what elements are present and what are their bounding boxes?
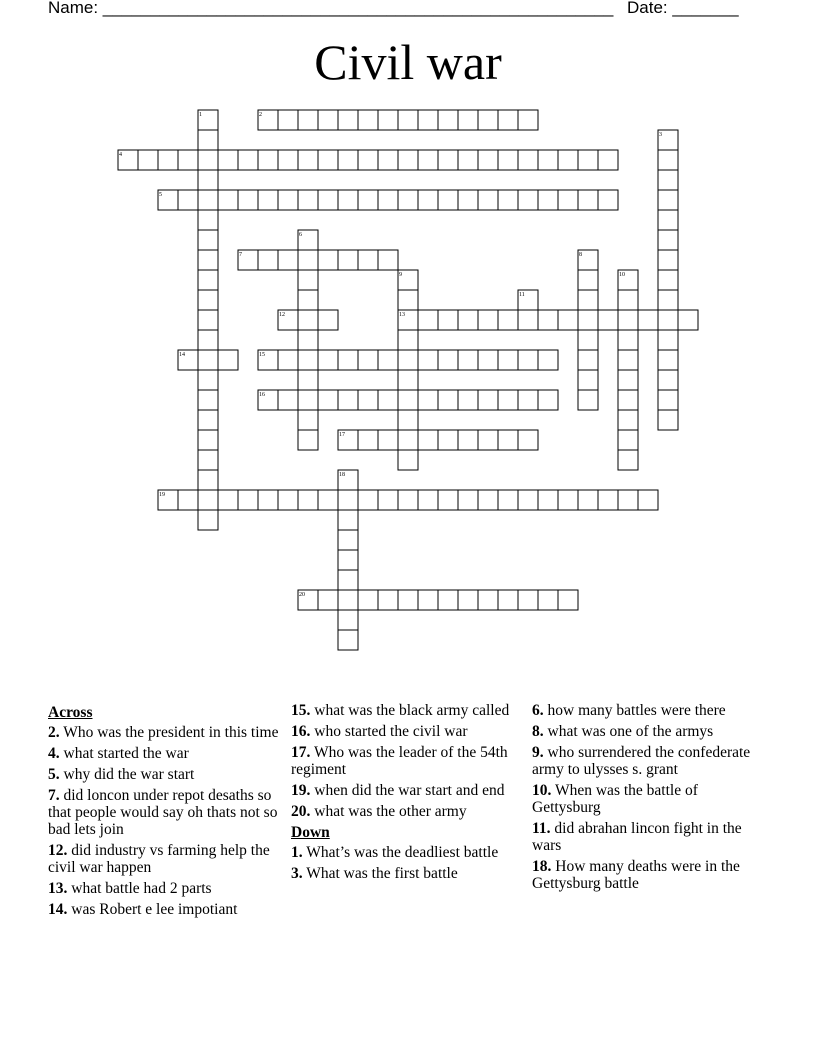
- grid-cell[interactable]: [538, 190, 558, 210]
- grid-cell[interactable]: [338, 490, 358, 510]
- grid-cell[interactable]: [578, 390, 598, 410]
- clue-number: 18: [339, 472, 345, 478]
- grid-cell[interactable]: [398, 110, 418, 130]
- grid-cell[interactable]: [278, 390, 298, 410]
- clue-across: 12. did industry vs farming help the civil war happen: [48, 842, 270, 876]
- grid-cell[interactable]: [478, 190, 498, 210]
- grid-cell[interactable]: [578, 370, 598, 390]
- clue-number: 20: [299, 592, 305, 598]
- name-field-label: Name: ______________________________________________________: [48, 0, 614, 17]
- grid-cell[interactable]: [218, 150, 238, 170]
- grid-cell[interactable]: [618, 290, 638, 310]
- grid-cell[interactable]: [578, 330, 598, 350]
- grid-cell[interactable]: [198, 450, 218, 470]
- grid-cell[interactable]: [338, 150, 358, 170]
- grid-cell[interactable]: [458, 430, 478, 450]
- grid-cell[interactable]: [538, 350, 558, 370]
- clue-number: 17: [339, 432, 345, 438]
- clue-number: 15: [259, 352, 265, 358]
- grid-cell[interactable]: [418, 110, 438, 130]
- clue-number: 19: [159, 492, 165, 498]
- clue-number: 7: [239, 252, 242, 258]
- clue-down: 10. When was the battle of Gettysburg: [532, 782, 698, 816]
- grid-cell[interactable]: [638, 310, 658, 330]
- grid-cell[interactable]: [358, 110, 378, 130]
- grid-cell[interactable]: [178, 490, 198, 510]
- grid-cell[interactable]: [418, 350, 438, 370]
- grid-cell[interactable]: [338, 250, 358, 270]
- grid-cell[interactable]: [518, 350, 538, 370]
- grid-cell[interactable]: [198, 470, 218, 490]
- clue-down: 18. How many deaths were in the Gettysburg battle: [532, 858, 740, 892]
- grid-cell[interactable]: [658, 250, 678, 270]
- grid-cell[interactable]: [218, 190, 238, 210]
- grid-cell[interactable]: [658, 290, 678, 310]
- grid-cell[interactable]: [578, 270, 598, 290]
- grid-cell[interactable]: [438, 430, 458, 450]
- clue-across: 13. what battle had 2 parts: [48, 880, 212, 897]
- grid-cell[interactable]: [598, 150, 618, 170]
- grid-cell[interactable]: [318, 490, 338, 510]
- grid-cell[interactable]: [298, 370, 318, 390]
- clue-down: 1. What’s was the deadliest battle: [291, 844, 499, 861]
- grid-cell[interactable]: [378, 110, 398, 130]
- grid-cell[interactable]: [198, 430, 218, 450]
- grid-cell[interactable]: [398, 390, 418, 410]
- grid-cell[interactable]: [678, 310, 698, 330]
- grid-cell[interactable]: [518, 190, 538, 210]
- grid-cell[interactable]: [458, 110, 478, 130]
- clue-number: 9: [399, 272, 402, 278]
- grid-cell[interactable]: [318, 110, 338, 130]
- grid-cell[interactable]: [658, 190, 678, 210]
- grid-cell[interactable]: [158, 150, 178, 170]
- grid-cell[interactable]: [198, 290, 218, 310]
- grid-cell[interactable]: [478, 110, 498, 130]
- grid-cell[interactable]: [498, 430, 518, 450]
- grid-cell[interactable]: [658, 270, 678, 290]
- grid-cell[interactable]: [578, 190, 598, 210]
- grid-cell[interactable]: [558, 490, 578, 510]
- clue-number: 10: [619, 272, 625, 278]
- grid-cell[interactable]: [518, 490, 538, 510]
- grid-cell[interactable]: [538, 590, 558, 610]
- grid-cell[interactable]: [618, 350, 638, 370]
- grid-cell[interactable]: [658, 210, 678, 230]
- grid-cell[interactable]: [198, 270, 218, 290]
- grid-cell[interactable]: [198, 510, 218, 530]
- grid-cell[interactable]: [578, 150, 598, 170]
- clue-number: 4: [119, 152, 122, 158]
- grid-cell[interactable]: [318, 250, 338, 270]
- grid-cell[interactable]: [218, 350, 238, 370]
- grid-cell[interactable]: [398, 410, 418, 430]
- grid-cell[interactable]: [298, 310, 318, 330]
- grid-cell[interactable]: [198, 190, 218, 210]
- clue-down: 11. did abrahan lincon fight in the wars: [532, 820, 742, 854]
- grid-cell[interactable]: [338, 510, 358, 530]
- grid-cell[interactable]: [258, 190, 278, 210]
- grid-cell[interactable]: [498, 390, 518, 410]
- grid-cell[interactable]: [298, 250, 318, 270]
- clue-number: 11: [519, 292, 525, 298]
- clue-across: 16. who started the civil war: [291, 723, 468, 740]
- grid-cell[interactable]: [258, 490, 278, 510]
- clue-number: 13: [399, 312, 405, 318]
- grid-cell[interactable]: [638, 490, 658, 510]
- grid-cell[interactable]: [398, 370, 418, 390]
- grid-cell[interactable]: [218, 490, 238, 510]
- clues-column-1: [48, 702, 286, 922]
- grid-cell[interactable]: [418, 310, 438, 330]
- clue-number: 16: [259, 392, 265, 398]
- down-heading: Down: [291, 824, 330, 841]
- grid-cell[interactable]: [598, 190, 618, 210]
- grid-cell[interactable]: [198, 130, 218, 150]
- grid-cell[interactable]: [398, 290, 418, 310]
- grid-cell[interactable]: [658, 390, 678, 410]
- grid-cell[interactable]: [458, 350, 478, 370]
- grid-cell[interactable]: [318, 310, 338, 330]
- grid-cell[interactable]: [558, 150, 578, 170]
- grid-cell[interactable]: [478, 490, 498, 510]
- grid-cell[interactable]: [358, 350, 378, 370]
- grid-cell[interactable]: [338, 190, 358, 210]
- grid-cell[interactable]: [478, 350, 498, 370]
- grid-cell[interactable]: [458, 590, 478, 610]
- clue-number: 12: [279, 312, 285, 318]
- grid-cell[interactable]: [258, 250, 278, 270]
- grid-cell[interactable]: [238, 150, 258, 170]
- grid-cell[interactable]: [478, 310, 498, 330]
- grid-cell[interactable]: [558, 310, 578, 330]
- grid-cell[interactable]: [318, 350, 338, 370]
- grid-cell[interactable]: [378, 590, 398, 610]
- grid-cell[interactable]: [658, 230, 678, 250]
- grid-cell[interactable]: [578, 290, 598, 310]
- grid-cell[interactable]: [358, 150, 378, 170]
- grid-cell[interactable]: [398, 330, 418, 350]
- grid-cell[interactable]: [498, 590, 518, 610]
- grid-cell[interactable]: [198, 390, 218, 410]
- grid-cell[interactable]: [438, 350, 458, 370]
- grid-cell[interactable]: [458, 490, 478, 510]
- clue-across: 4. what started the war: [48, 745, 189, 762]
- grid-cell[interactable]: [418, 190, 438, 210]
- grid-cell[interactable]: [578, 350, 598, 370]
- grid-cell[interactable]: [418, 150, 438, 170]
- grid-cell[interactable]: [378, 390, 398, 410]
- grid-cell[interactable]: [338, 630, 358, 650]
- clue-across: 7. did loncon under repot desaths so that people would say oh thats not so bad lets join: [48, 787, 278, 838]
- grid-cell[interactable]: [458, 310, 478, 330]
- grid-cell[interactable]: [238, 490, 258, 510]
- grid-cell[interactable]: [618, 430, 638, 450]
- grid-cell[interactable]: [278, 250, 298, 270]
- grid-cell[interactable]: [658, 310, 678, 330]
- clue-down: 8. what was one of the armys: [532, 723, 714, 740]
- grid-cell[interactable]: [438, 150, 458, 170]
- grid-cell[interactable]: [558, 190, 578, 210]
- grid-cell[interactable]: [318, 150, 338, 170]
- clue-number: 6: [299, 232, 302, 238]
- grid-cell[interactable]: [298, 270, 318, 290]
- grid-cell[interactable]: [598, 310, 618, 330]
- grid-cell[interactable]: [198, 350, 218, 370]
- grid-cell[interactable]: [198, 170, 218, 190]
- clue-across: 17. Who was the leader of the 54th regiment: [291, 744, 508, 778]
- grid-cell[interactable]: [398, 430, 418, 450]
- grid-cell[interactable]: [518, 150, 538, 170]
- grid-cell[interactable]: [378, 350, 398, 370]
- grid-cell[interactable]: [478, 590, 498, 610]
- clue-number: 1: [199, 112, 202, 118]
- grid-cell[interactable]: [478, 150, 498, 170]
- grid-cell[interactable]: [518, 310, 538, 330]
- grid-cell[interactable]: [498, 490, 518, 510]
- grid-cell[interactable]: [438, 590, 458, 610]
- grid-cell[interactable]: [358, 190, 378, 210]
- grid-cell[interactable]: [378, 190, 398, 210]
- grid-cell[interactable]: [658, 330, 678, 350]
- grid-cell[interactable]: [298, 350, 318, 370]
- grid-cell[interactable]: [618, 450, 638, 470]
- grid-cell[interactable]: [458, 390, 478, 410]
- grid-cell[interactable]: [458, 190, 478, 210]
- grid-cell[interactable]: [298, 110, 318, 130]
- grid-cell[interactable]: [198, 250, 218, 270]
- grid-cell[interactable]: [198, 230, 218, 250]
- grid-cell[interactable]: [298, 390, 318, 410]
- clue-number: 5: [159, 192, 162, 198]
- grid-cell[interactable]: [298, 190, 318, 210]
- grid-cell[interactable]: [538, 310, 558, 330]
- grid-cell[interactable]: [438, 190, 458, 210]
- clue-down: 3. What was the first battle: [291, 865, 458, 882]
- grid-cell[interactable]: [198, 330, 218, 350]
- grid-cell[interactable]: [278, 490, 298, 510]
- clue-across: 5. why did the war start: [48, 766, 195, 783]
- grid-cell[interactable]: [318, 590, 338, 610]
- grid-cell[interactable]: [358, 490, 378, 510]
- clue-across: 2. Who was the president in this time: [48, 724, 279, 741]
- grid-cell[interactable]: [298, 430, 318, 450]
- grid-cell[interactable]: [618, 410, 638, 430]
- clues-column-3: [532, 702, 764, 896]
- grid-cell[interactable]: [438, 390, 458, 410]
- grid-cell[interactable]: [618, 390, 638, 410]
- grid-cell[interactable]: [398, 590, 418, 610]
- grid-cell[interactable]: [258, 150, 278, 170]
- grid-cell[interactable]: [558, 590, 578, 610]
- clues-column-2: [291, 702, 523, 886]
- grid-cell[interactable]: [498, 190, 518, 210]
- grid-cell[interactable]: [338, 350, 358, 370]
- grid-cell[interactable]: [198, 410, 218, 430]
- grid-cell[interactable]: [338, 570, 358, 590]
- grid-cell[interactable]: [358, 250, 378, 270]
- grid-cell[interactable]: [478, 390, 498, 410]
- grid-cell[interactable]: [598, 490, 618, 510]
- grid-cell[interactable]: [438, 110, 458, 130]
- grid-cell[interactable]: [198, 310, 218, 330]
- clue-number: 14: [179, 352, 185, 358]
- grid-cell[interactable]: [358, 430, 378, 450]
- grid-cell[interactable]: [498, 350, 518, 370]
- grid-cell[interactable]: [358, 590, 378, 610]
- grid-cell[interactable]: [178, 150, 198, 170]
- grid-cell[interactable]: [278, 350, 298, 370]
- grid-cell[interactable]: [338, 610, 358, 630]
- grid-cell[interactable]: [658, 370, 678, 390]
- grid-cell[interactable]: [278, 110, 298, 130]
- grid-cell[interactable]: [138, 150, 158, 170]
- grid-cell[interactable]: [378, 490, 398, 510]
- grid-cell[interactable]: [298, 150, 318, 170]
- grid-cell[interactable]: [318, 190, 338, 210]
- grid-cell[interactable]: [178, 190, 198, 210]
- grid-cell[interactable]: [498, 110, 518, 130]
- grid-cell[interactable]: [198, 370, 218, 390]
- grid-cell[interactable]: [378, 430, 398, 450]
- grid-cell[interactable]: [338, 590, 358, 610]
- grid-cell[interactable]: [438, 310, 458, 330]
- clue-across: 19. when did the war start and end: [291, 782, 505, 799]
- clue-across: 20. what was the other army: [291, 803, 467, 820]
- grid-cell[interactable]: [418, 390, 438, 410]
- grid-cell[interactable]: [478, 430, 498, 450]
- grid-cell[interactable]: [198, 490, 218, 510]
- grid-cell[interactable]: [458, 150, 478, 170]
- grid-cell[interactable]: [418, 590, 438, 610]
- grid-cell[interactable]: [618, 370, 638, 390]
- grid-cell[interactable]: [538, 150, 558, 170]
- grid-cell[interactable]: [338, 530, 358, 550]
- grid-cell[interactable]: [298, 290, 318, 310]
- grid-cell[interactable]: [278, 190, 298, 210]
- clue-number: 3: [659, 132, 662, 138]
- grid-cell[interactable]: [378, 250, 398, 270]
- grid-cell[interactable]: [378, 150, 398, 170]
- grid-cell[interactable]: [318, 390, 338, 410]
- grid-cell[interactable]: [618, 490, 638, 510]
- grid-cell[interactable]: [298, 490, 318, 510]
- clue-number: 2: [259, 112, 262, 118]
- grid-cell[interactable]: [278, 150, 298, 170]
- grid-cell[interactable]: [518, 590, 538, 610]
- grid-cell[interactable]: [438, 490, 458, 510]
- grid-cell[interactable]: [418, 430, 438, 450]
- date-field-label: Date: _______: [627, 0, 739, 17]
- grid-cell[interactable]: [538, 390, 558, 410]
- grid-cell[interactable]: [398, 190, 418, 210]
- grid-cell[interactable]: [398, 350, 418, 370]
- grid-cell[interactable]: [658, 170, 678, 190]
- grid-cell[interactable]: [298, 410, 318, 430]
- grid-cell[interactable]: [398, 490, 418, 510]
- grid-cell[interactable]: [398, 450, 418, 470]
- grid-cell[interactable]: [338, 110, 358, 130]
- clue-down: 6. how many battles were there: [532, 702, 726, 719]
- grid-cell[interactable]: [358, 390, 378, 410]
- grid-cell[interactable]: [618, 330, 638, 350]
- grid-cell[interactable]: [518, 390, 538, 410]
- grid-cell[interactable]: [198, 150, 218, 170]
- across-heading: Across: [48, 704, 93, 721]
- grid-cell[interactable]: [538, 490, 558, 510]
- grid-cell[interactable]: [338, 550, 358, 570]
- clue-across: 15. what was the black army called: [291, 702, 510, 719]
- grid-cell[interactable]: [658, 410, 678, 430]
- grid-cell[interactable]: [578, 490, 598, 510]
- grid-cell[interactable]: [518, 110, 538, 130]
- clue-across: 14. was Robert e lee impotiant: [48, 901, 238, 918]
- grid-cell[interactable]: [418, 490, 438, 510]
- grid-cell[interactable]: [618, 310, 638, 330]
- puzzle-title: Civil war: [314, 34, 502, 90]
- clue-down: 9. who surrendered the confederate army to ulysses s. grant: [532, 744, 751, 778]
- grid-cell[interactable]: [498, 310, 518, 330]
- grid-cell[interactable]: [498, 150, 518, 170]
- grid-cell[interactable]: [658, 350, 678, 370]
- grid-cell[interactable]: [338, 390, 358, 410]
- clue-number: 8: [579, 252, 582, 258]
- grid-cell[interactable]: [298, 330, 318, 350]
- grid-cell[interactable]: [658, 150, 678, 170]
- grid-cell[interactable]: [398, 150, 418, 170]
- grid-cell[interactable]: [238, 190, 258, 210]
- grid-cell[interactable]: [518, 430, 538, 450]
- grid-cell[interactable]: [578, 310, 598, 330]
- grid-cell[interactable]: [198, 210, 218, 230]
